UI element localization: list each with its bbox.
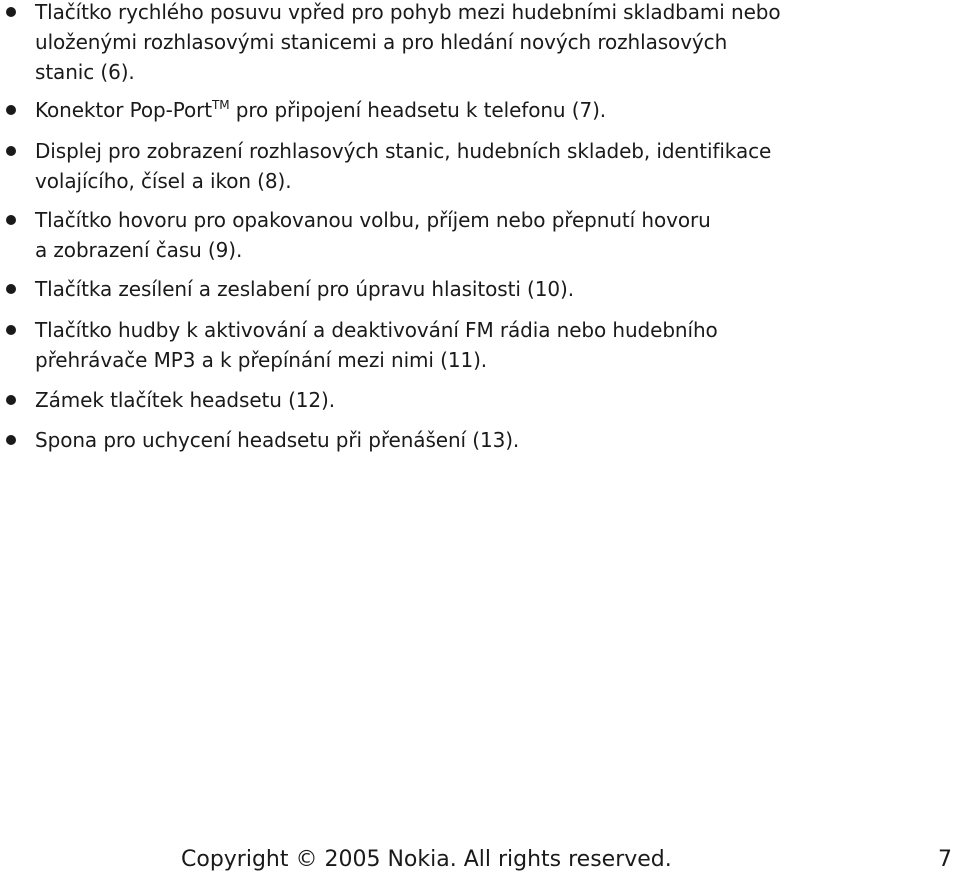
text-line: a zobrazení času (9). <box>35 238 243 262</box>
text-line: stanic (6). <box>35 60 135 84</box>
text-line: Spona pro uchycení headsetu při přenášení (13). <box>35 428 520 452</box>
bullet-icon <box>6 395 16 405</box>
trademark-superscript: TM <box>212 98 230 112</box>
page-number: 7 <box>938 847 952 872</box>
text-line: volajícího, čísel a ikon (8). <box>35 169 292 193</box>
bullet-icon <box>6 435 16 445</box>
list-item-text <box>35 205 800 265</box>
text-line: Tlačítka zesílení a zeslabení pro úpravu hlasitosti (10). <box>35 277 574 301</box>
list-item <box>0 425 800 455</box>
list-item <box>0 315 800 375</box>
bullet-icon <box>6 7 16 17</box>
list-item-text <box>35 95 800 125</box>
bullet-icon <box>6 105 16 115</box>
list-item-text <box>35 274 800 304</box>
text-line: Tlačítko hovoru pro opakovanou volbu, příjem nebo přepnutí hovoru <box>35 208 711 232</box>
text-segment: pro připojení headsetu k telefonu (7). <box>229 98 607 122</box>
text-line: Tlačítko hudby k aktivování a deaktivování FM rádia nebo hudebního <box>35 318 718 342</box>
text-line: Displej pro zobrazení rozhlasových stanic, hudebních skladeb, identifikace <box>35 139 772 163</box>
copyright-notice: Copyright © 2005 Nokia. All rights reserved. <box>181 847 672 872</box>
bullet-icon <box>6 146 16 156</box>
bullet-icon <box>6 284 16 294</box>
list-item-text <box>35 425 800 455</box>
list-item-text <box>35 136 800 196</box>
list-item-text <box>35 385 800 415</box>
bullet-icon <box>6 215 16 225</box>
list-item <box>0 274 800 304</box>
list-item <box>0 136 800 196</box>
text-line <box>35 95 800 125</box>
text-line: uloženými rozhlasovými stanicemi a pro hledání nových rozhlasových <box>35 30 728 54</box>
list-item <box>0 0 800 87</box>
text-line: Zámek tlačítek headsetu (12). <box>35 388 336 412</box>
list-item <box>0 205 800 265</box>
list-item <box>0 95 800 125</box>
bullet-icon <box>6 325 16 335</box>
text-line: přehrávače MP3 a k přepínání mezi nimi (11). <box>35 348 488 372</box>
text-segment: Konektor Pop-Port <box>35 98 213 122</box>
list-item-text <box>35 0 800 87</box>
list-item <box>0 385 800 415</box>
list-item-text <box>35 315 800 375</box>
text-line: Tlačítko rychlého posuvu vpřed pro pohyb mezi hudebními skladbami nebo <box>35 0 781 24</box>
